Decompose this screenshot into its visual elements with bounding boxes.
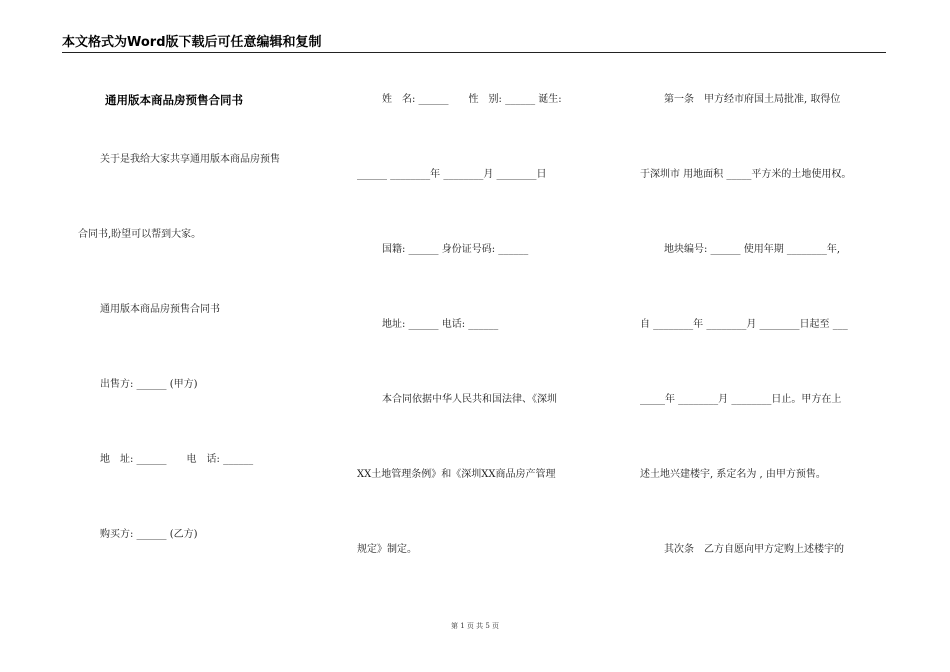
birth-date-line: ______ ________年 ________月 ________日: [357, 169, 547, 180]
subtitle-line: 通用版本商品房预售合同书: [100, 304, 220, 315]
document-title: 通用版本商品房预售合同书: [105, 93, 243, 107]
legal-basis-line-3: 规定》制定。: [357, 544, 417, 555]
column-3: [640, 60, 888, 620]
legal-basis-line-2: XX土地管理条例》和《深圳XX商品房产管理: [357, 469, 556, 480]
intro-line-2: 合同书,盼望可以帮到大家。: [78, 229, 202, 240]
page-number: 第 1 页 共 5 页: [450, 622, 500, 630]
nationality-line: 国籍: ______ 身份证号码: ______: [382, 244, 529, 255]
legal-basis-line-1: 本合同依据中华人民共和国法律、《深圳: [382, 394, 557, 405]
article-1-line-1: 第一条 甲方经市府国土局批准, 取得位: [664, 94, 841, 105]
address-phone-line: 地址: ______ 电话: ______: [382, 319, 499, 330]
article-2-line-1: 其次条 乙方自愿向甲方定购上述楼宇的: [664, 544, 844, 555]
column-2: [357, 60, 617, 620]
article-1-line-3: 地块编号: ______ 使用年期 ________年,: [664, 244, 841, 255]
seller-address-line: 地 址: ______ 电 话: ______: [100, 454, 254, 465]
article-1-line-6: 述土地兴建楼宇, 系定名为 , 由甲方预售。: [640, 469, 826, 480]
article-1-line-2: 于深圳市 用地面积 _____平方米的土地使用权。: [640, 169, 852, 180]
name-gender-line: 姓 名: ______ 性 别: ______ 诞生:: [382, 94, 562, 105]
article-1-line-5: _____年 ________月 ________日止。甲方在上: [640, 394, 842, 405]
intro-line-1: 关于是我给大家共享通用版本商品房预售: [100, 154, 280, 165]
buyer-line: 购买方: ______ (乙方): [100, 529, 198, 540]
article-1-line-4: 自 ________年 ________月 ________日起至 ___: [640, 319, 848, 330]
document-banner: 本文格式为Word版下载后可任意编辑和复制: [62, 34, 886, 53]
seller-line: 出售方: ______ (甲方): [100, 379, 198, 390]
column-1: [70, 60, 330, 620]
